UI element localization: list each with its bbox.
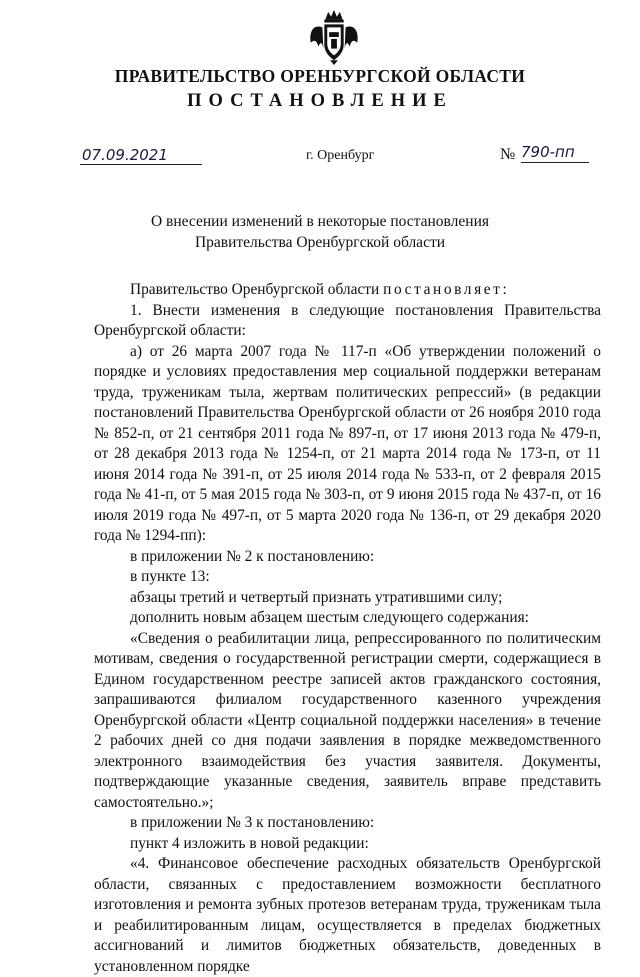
subject-line-1: О внесении изменений в некоторые постановления <box>150 213 490 230</box>
paragraph-5: абзацы третий и четвертый признать утратившими силу; <box>130 588 503 606</box>
intro-lead: Правительство Оренбургской области <box>130 281 380 298</box>
document-number: 790-пп <box>521 143 589 163</box>
document-date: 07.09.2021 <box>80 146 202 165</box>
intro-decree-word: постановляет: <box>383 281 510 298</box>
paragraph-3: в приложении № 2 к постановлению: <box>130 547 375 565</box>
document-type: ПОСТАНОВЛЕНИЕ <box>187 91 453 111</box>
paragraph-4: в пункте 13: <box>130 568 210 585</box>
paragraph-10: «4. Финансовое обеспечение расходных обязательств Оренбургской области, связанных с предоставлением возможности бесплатного изготовления и ремонта зубных протезов ветеранам труда, труженикам тыла и реабилитированным лицам, осуществляется в пределах бюджетных ассигнований и лимитов бюджетных обязательств, доведенных в установленном порядке <box>94 855 601 975</box>
paragraph-6: дополнить новым абзацем шестым следующего содержания: <box>130 609 529 626</box>
government-name: ПРАВИТЕЛЬСТВО ОРЕНБУРГСКОЙ ОБЛАСТИ <box>114 66 526 86</box>
paragraph-9: пункт 4 изложить в новой редакции: <box>130 834 369 852</box>
number-label: № <box>500 146 516 163</box>
document-city: г. Оренбург <box>306 148 375 163</box>
paragraph-7: «Сведения о реабилитации лица, репрессированного по политическим мотивам, сведения о государственной регистрации смерти, содержащиеся в Едином государственном реестре записей актов гражданского состояния, запрашиваются филиалом государственного казенного учреждения Оренбургской области «Центр социальной поддержки населения» в течение 2 рабочих дней со дня подачи заявления в порядке межведомственного электронного взаимодействия без участия заявителя. Документы, подтверждающие указанные сведения, заявитель вправе представить самостоятельно.»; <box>94 629 601 811</box>
subject-line-2: Правительства Оренбургской области <box>194 234 446 251</box>
coat-of-arms-icon <box>305 8 363 66</box>
paragraph-8: в приложении № 3 к постановлению: <box>130 814 375 831</box>
paragraph-2: а) от 26 марта 2007 года № 117-п «Об утверждении положений о порядке и условиях предоставления мер социальной поддержки ветеранам труда, труженикам тыла, жертвам политических репрессий» (в редакции постановлений Правительства Оренбургской области от 26 ноября 2010 года № 852-п, от 21 сентября 2011 года № 897-п, от 17 июня 2013 года № 479-п, от 28 декабря 2013 года № 1254-п, от 21 марта 2014 года № 173-п, от 11 июня 2014 года № 391-п, от 25 июля 2014 года № 533-п, от 2 февраля 2015 года № 41-п, от 5 мая 2015 года № 303-п, от 9 июня 2015 года № 437-п, от 16 июля 2019 года № 497-п, от 5 марта 2020 года № 136-п, от 29 декабря 2020 года № 1294-пп): <box>94 342 601 544</box>
paragraph-1: 1. Внести изменения в следующие постановления Правительства Оренбургской области: <box>94 301 601 339</box>
document-body <box>94 280 601 977</box>
document-subject <box>0 211 640 253</box>
intro-paragraph <box>94 280 601 301</box>
